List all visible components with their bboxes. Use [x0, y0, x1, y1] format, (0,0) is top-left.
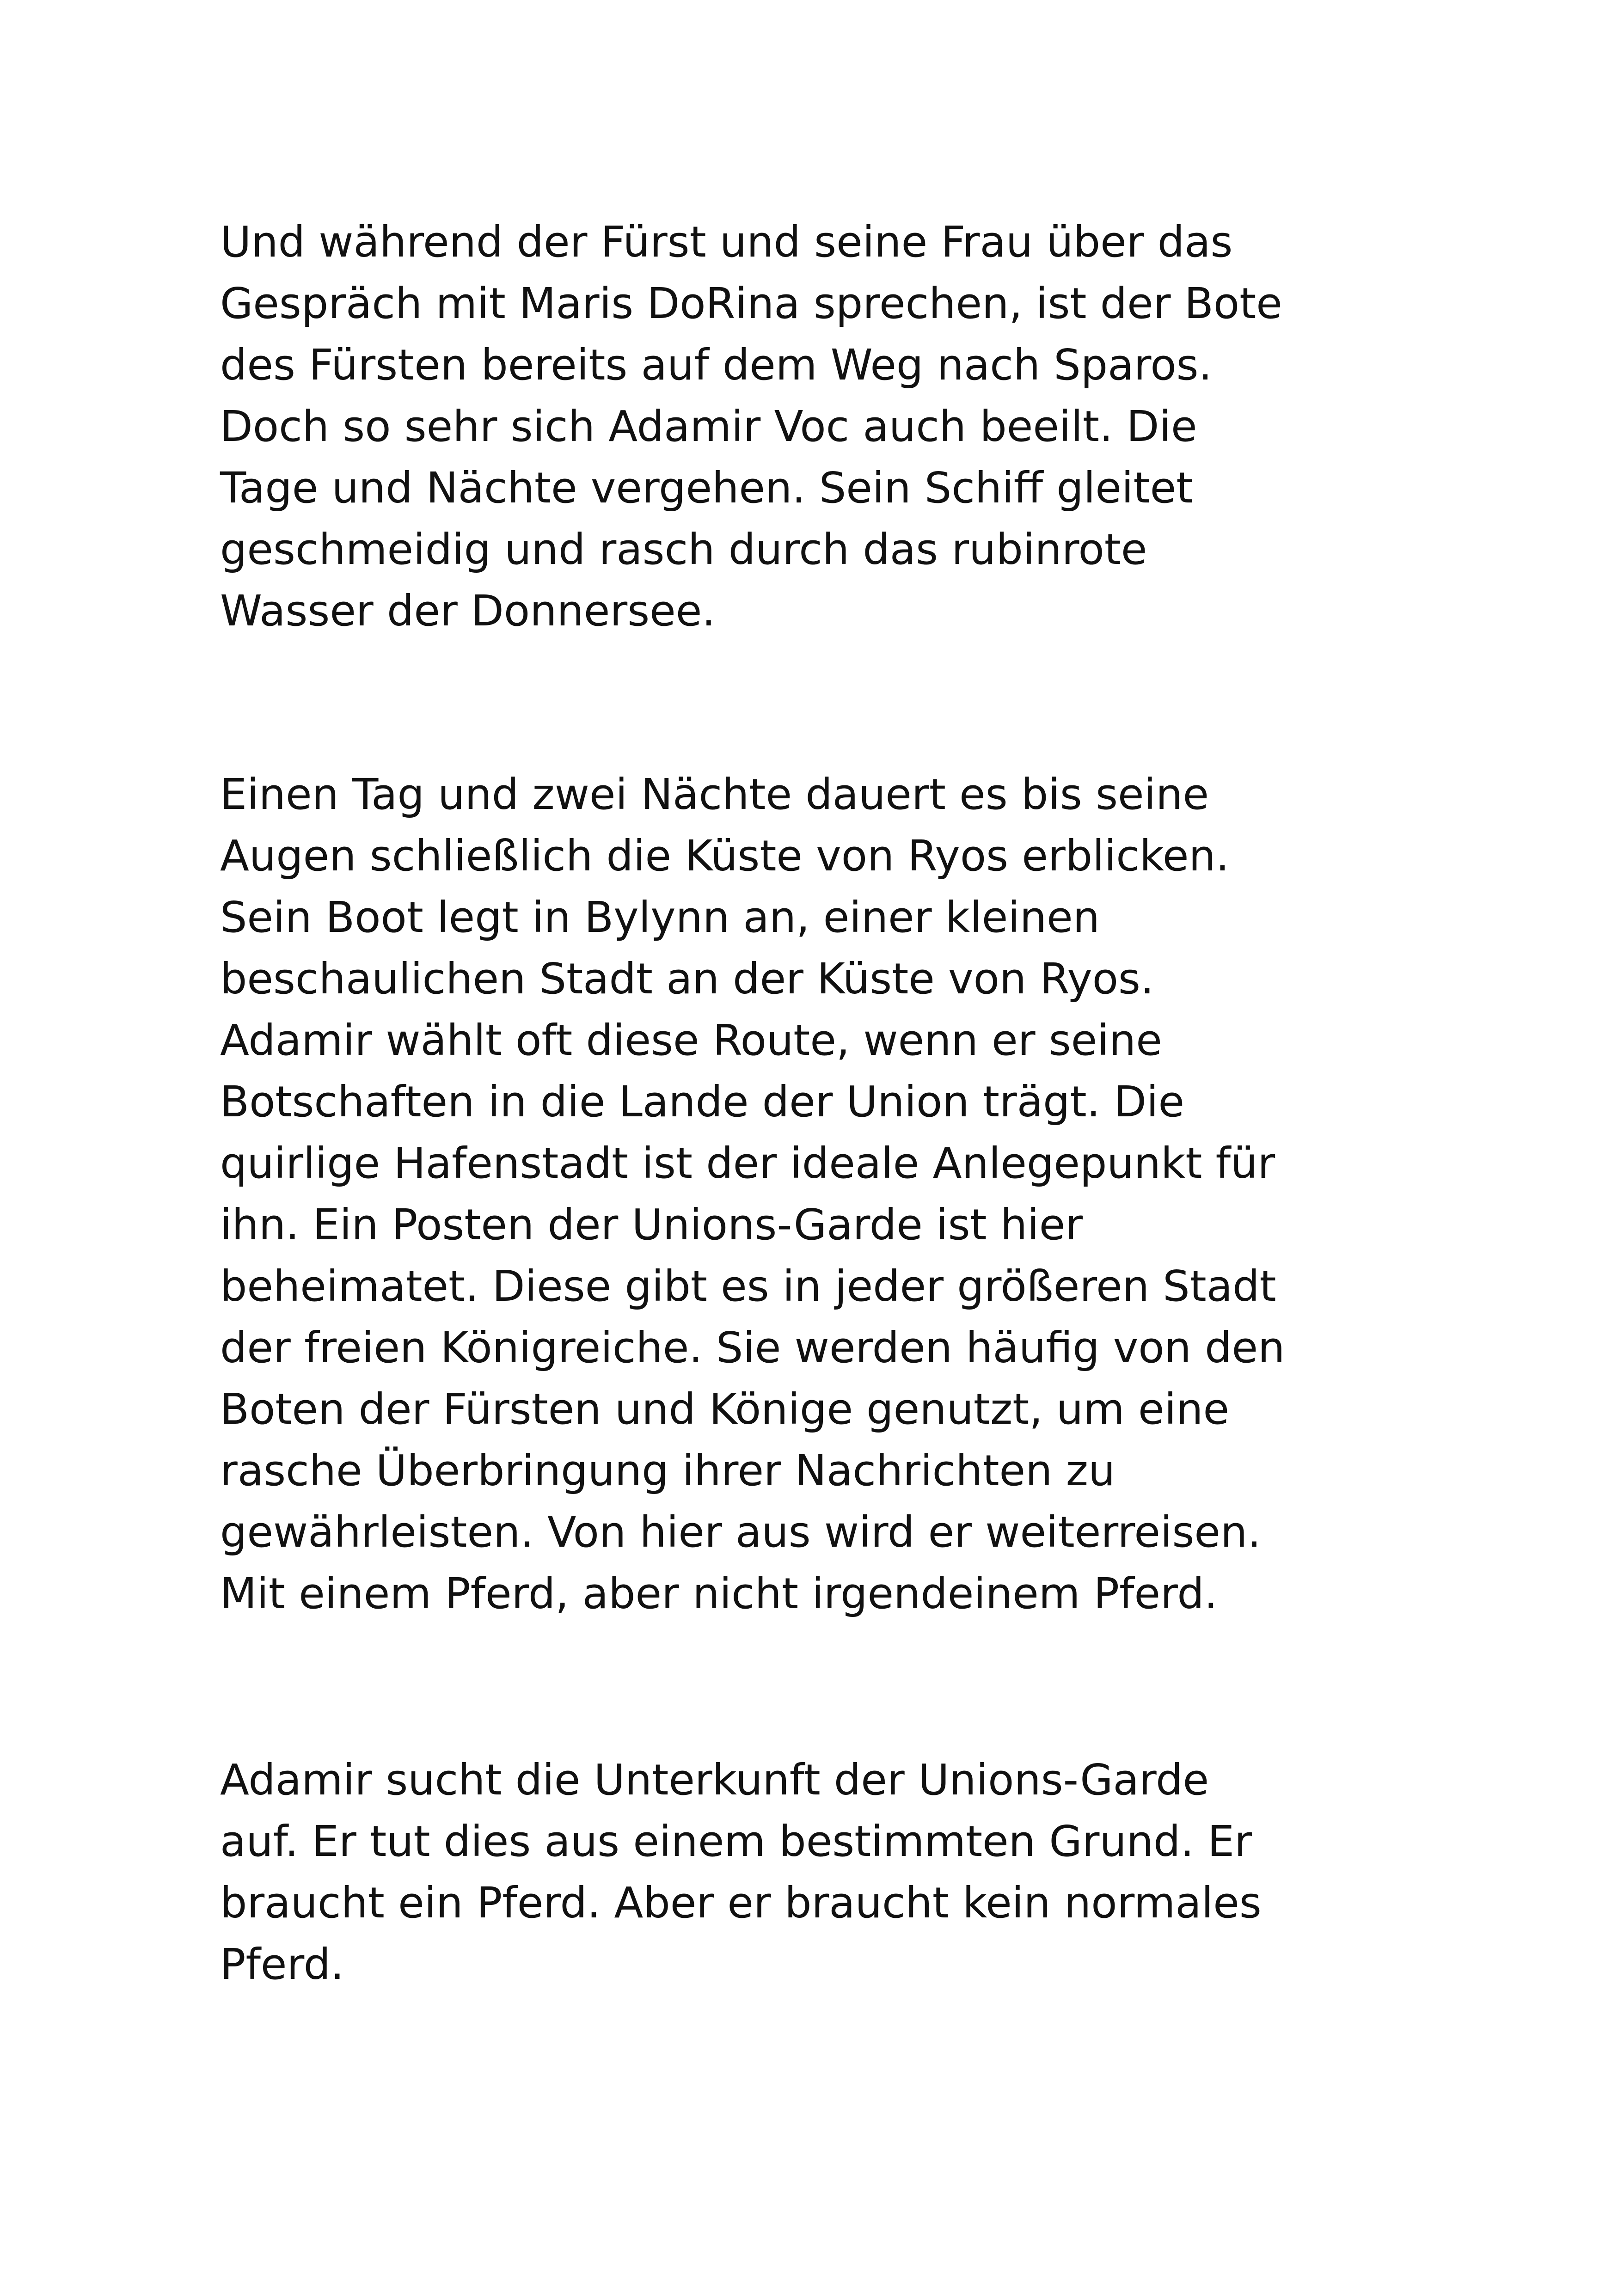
paragraph-1-line-4: Doch so sehr sich Adamir Voc auch beeilt. Die	[220, 402, 1197, 451]
paragraph-2-line-2: Augen schließlich die Küste von Ryos erblicken.	[220, 831, 1230, 881]
paragraph-3-line-2: auf. Er tut dies aus einem bestimmten Grund. Er	[220, 1817, 1252, 1866]
paragraph-2-line-14: Mit einem Pferd, aber nicht irgendeinem Pferd.	[220, 1569, 1218, 1618]
paragraph-2-line-1: Einen Tag und zwei Nächte dauert es bis seine	[220, 770, 1209, 819]
paragraph-2-line-10: der freien Königreiche. Sie werden häufig von den	[220, 1323, 1285, 1372]
paragraph-1-line-2: Gespräch mit Maris DoRina sprechen, ist der Bote	[220, 279, 1282, 328]
paragraph-1-line-5: Tage und Nächte vergehen. Sein Schiff gleitet	[220, 463, 1193, 513]
paragraph-2-line-8: ihn. Ein Posten der Unions-Garde ist hier	[220, 1200, 1083, 1249]
paragraph-1-line-1: Und während der Fürst und seine Frau über das	[220, 217, 1233, 267]
paragraph-2-line-5: Adamir wählt oft diese Route, wenn er seine	[220, 1016, 1162, 1065]
paragraph-2-line-3: Sein Boot legt in Bylynn an, einer kleinen	[220, 893, 1100, 942]
paragraph-3-line-1: Adamir sucht die Unterkunft der Unions-Garde	[220, 1755, 1209, 1805]
paragraph-3-line-3: braucht ein Pferd. Aber er braucht kein normales	[220, 1878, 1262, 1928]
paragraph-3-line-4: Pferd.	[220, 1940, 344, 1989]
paragraph-2-line-13: gewährleisten. Von hier aus wird er weiterreisen.	[220, 1507, 1261, 1557]
paragraph-1-line-3: des Fürsten bereits auf dem Weg nach Sparos.	[220, 340, 1212, 390]
paragraph-1-line-7: Wasser der Donnersee.	[220, 586, 716, 636]
paragraph-2-line-6: Botschaften in die Lande der Union trägt. Die	[220, 1077, 1185, 1127]
paragraph-2-line-7: quirlige Hafenstadt ist der ideale Anlegepunkt für	[220, 1139, 1275, 1188]
paragraph-2-line-12: rasche Überbringung ihrer Nachrichten zu	[220, 1446, 1115, 1495]
paragraph-2-line-11: Boten der Fürsten und Könige genutzt, um eine	[220, 1384, 1230, 1434]
paragraph-1-line-6: geschmeidig und rasch durch das rubinrote	[220, 525, 1147, 574]
paragraph-2-line-9: beheimatet. Diese gibt es in jeder größeren Stadt	[220, 1261, 1276, 1311]
paragraph-2-line-4: beschaulichen Stadt an der Küste von Ryos.	[220, 954, 1154, 1004]
